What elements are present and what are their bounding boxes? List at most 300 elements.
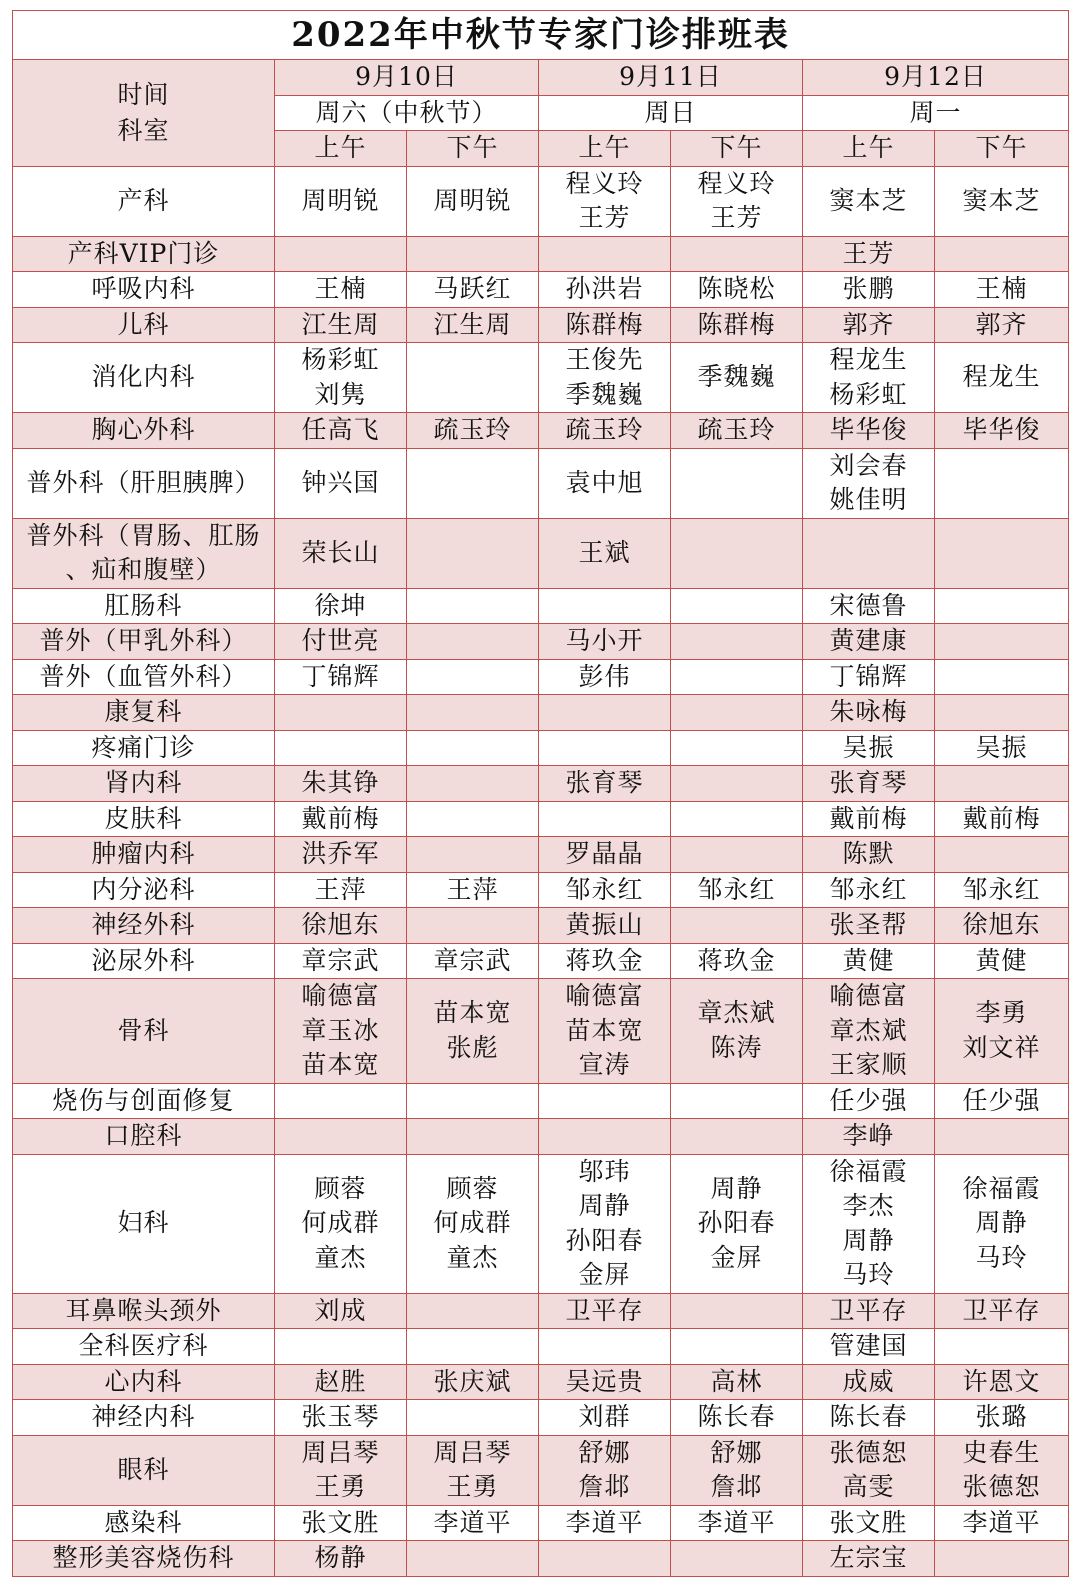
schedule-cell: [671, 1400, 803, 1436]
schedule-cell: [935, 1541, 1069, 1577]
schedule-cell: [803, 518, 935, 588]
doctor-name: 卫平存: [962, 1295, 1041, 1325]
schedule-cell: [935, 1083, 1069, 1119]
schedule-cell: [539, 1435, 671, 1505]
corner-header: [13, 60, 275, 167]
schedule-cell: [935, 307, 1069, 343]
weekday-header: 周六（中秋节）: [275, 95, 539, 131]
table-row: [13, 730, 1069, 766]
schedule-cell: [539, 1400, 671, 1436]
schedule-cell: [407, 837, 539, 873]
doctor-name: 童杰: [314, 1242, 367, 1272]
doctor-name: 喻德富: [829, 981, 908, 1010]
doctor-name: 马玲: [842, 1260, 895, 1289]
schedule-cell: [671, 943, 803, 979]
schedule-cell: [935, 166, 1069, 236]
doctor-name: 管建国: [829, 1331, 908, 1360]
department-cell: [13, 766, 275, 802]
doctor-name: 马玲: [975, 1242, 1028, 1272]
doctor-name: 宋德鲁: [829, 590, 908, 620]
doctor-name: 詹邶: [710, 1472, 763, 1501]
schedule-cell: [539, 1293, 671, 1329]
doctor-name: 徐坤: [314, 590, 367, 620]
schedule-cell: [275, 801, 407, 837]
department-cell: [13, 166, 275, 236]
session-header: 下午: [671, 131, 803, 167]
schedule-cell: [275, 659, 407, 695]
department-name: 普外科（胃肠、肛肠: [26, 520, 261, 550]
doctor-name: 荣长山: [301, 537, 380, 567]
department-cell: [13, 272, 275, 308]
department-name: 肛肠科: [104, 590, 183, 620]
table-row: [13, 1293, 1069, 1329]
schedule-cell: [275, 1505, 407, 1541]
date-header: 9月10日: [275, 60, 539, 96]
session-header: 下午: [935, 131, 1069, 167]
schedule-cell: [275, 1435, 407, 1505]
schedule-cell: [275, 1154, 407, 1293]
doctor-name: 朱咏梅: [829, 697, 908, 726]
doctor-name: 章宗武: [301, 945, 380, 975]
schedule-cell: [407, 1364, 539, 1400]
table-row: [13, 588, 1069, 624]
schedule-cell: [407, 766, 539, 802]
doctor-name: 杨静: [314, 1543, 367, 1572]
doctor-name: 黄健: [975, 945, 1028, 975]
schedule-cell: [275, 872, 407, 908]
doctor-name: 张鹏: [842, 274, 895, 303]
schedule-cell: [539, 343, 671, 413]
doctor-name: 赵胜: [314, 1366, 367, 1396]
doctor-name: 杨彩虹: [301, 345, 380, 374]
table-row: [13, 518, 1069, 588]
schedule-cell: [539, 448, 671, 518]
department-name: 呼吸内科: [91, 274, 196, 303]
schedule-cell: [935, 943, 1069, 979]
department-name: 胸心外科: [91, 415, 196, 444]
doctor-name: 苗本宽: [565, 1015, 644, 1045]
doctor-name: 顾蓉: [314, 1173, 367, 1203]
schedule-cell: [539, 307, 671, 343]
department-cell: [13, 448, 275, 518]
doctor-name: 黄振山: [565, 910, 644, 939]
department-name: 泌尿外科: [91, 945, 196, 975]
schedule-cell: [275, 1329, 407, 1365]
schedule-cell: [407, 801, 539, 837]
schedule-cell: [671, 307, 803, 343]
doctor-name: 邹永红: [565, 874, 644, 904]
table-row: [13, 943, 1069, 979]
doctor-name: 何成群: [301, 1208, 380, 1238]
department-cell: [13, 730, 275, 766]
schedule-cell: [275, 413, 407, 449]
schedule-cell: [803, 1505, 935, 1541]
department-name: 普外（甲乳外科）: [39, 626, 248, 655]
schedule-cell: [935, 518, 1069, 588]
schedule-cell: [275, 837, 407, 873]
doctor-name: 任少强: [829, 1085, 908, 1115]
schedule-cell: [671, 659, 803, 695]
schedule-cell: [935, 1154, 1069, 1293]
schedule-cell: [275, 1364, 407, 1400]
schedule-cell: [407, 166, 539, 236]
doctor-name: 疏玉玲: [565, 415, 644, 444]
schedule-cell: [275, 588, 407, 624]
doctor-name: 刘隽: [314, 379, 367, 409]
schedule-cell: [935, 624, 1069, 660]
schedule-cell: [803, 413, 935, 449]
doctor-name: 苗本宽: [433, 998, 512, 1028]
doctor-name: 王斌: [578, 537, 631, 567]
doctor-name: 程龙生: [962, 362, 1041, 392]
doctor-name: 李道平: [565, 1507, 644, 1537]
schedule-cell: [935, 730, 1069, 766]
department-cell: [13, 518, 275, 588]
schedule-cell: [275, 1293, 407, 1329]
schedule-cell: [539, 1119, 671, 1155]
doctor-name: 宣涛: [578, 1050, 631, 1079]
schedule-cell: [671, 343, 803, 413]
doctor-name: 刘群: [578, 1402, 631, 1431]
doctor-name: 罗晶晶: [565, 839, 644, 868]
schedule-cell: [803, 659, 935, 695]
doctor-name: 张玉琴: [301, 1402, 380, 1431]
doctor-name: 疏玉玲: [433, 415, 512, 444]
doctor-name: 朱其铮: [301, 768, 380, 797]
doctor-name: 杨彩虹: [829, 379, 908, 409]
doctor-name: 季魏巍: [697, 362, 776, 392]
department-name: 神经外科: [91, 910, 196, 939]
doctor-name: 彭伟: [578, 661, 631, 691]
doctor-name: 徐旭东: [962, 910, 1041, 939]
schedule-cell: [275, 166, 407, 236]
doctor-name: 江生周: [301, 309, 380, 339]
doctor-name: 戴前梅: [301, 803, 380, 833]
schedule-cell: [671, 1435, 803, 1505]
schedule-cell: [539, 624, 671, 660]
schedule-cell: [539, 166, 671, 236]
schedule-cell: [935, 1505, 1069, 1541]
department-name: 感染科: [104, 1507, 183, 1537]
schedule-cell: [275, 236, 407, 272]
schedule-cell: [671, 448, 803, 518]
schedule-cell: [935, 343, 1069, 413]
table-row: [13, 1400, 1069, 1436]
doctor-name: 邹永红: [829, 874, 908, 904]
schedule-cell: [407, 588, 539, 624]
doctor-name: 邹永红: [697, 874, 776, 904]
schedule-cell: [539, 236, 671, 272]
schedule-cell: [407, 1083, 539, 1119]
doctor-name: 吴振: [842, 732, 895, 762]
schedule-cell: [935, 659, 1069, 695]
doctor-name: 李勇: [975, 998, 1028, 1028]
doctor-name: 李道平: [697, 1507, 776, 1537]
schedule-cell: [803, 1119, 935, 1155]
schedule-cell: [671, 730, 803, 766]
schedule-cell: [539, 1364, 671, 1400]
schedule-cell: [275, 979, 407, 1084]
department-cell: [13, 659, 275, 695]
department-cell: [13, 624, 275, 660]
schedule-cell: [539, 413, 671, 449]
schedule-cell: [671, 1119, 803, 1155]
doctor-name: 左宗宝: [829, 1543, 908, 1572]
doctor-name: 江生周: [433, 309, 512, 339]
schedule-cell: [275, 1119, 407, 1155]
schedule-cell: [671, 1329, 803, 1365]
doctor-name: 黄建康: [829, 626, 908, 655]
doctor-name: 徐福霞: [829, 1156, 908, 1186]
doctor-name: 周明锐: [301, 185, 380, 215]
doctor-name: 张璐: [975, 1402, 1028, 1431]
schedule-cell: [407, 272, 539, 308]
corner-time-label: 时间: [117, 79, 170, 109]
doctor-name: 卫平存: [565, 1295, 644, 1325]
schedule-cell: [803, 166, 935, 236]
doctor-name: 付世亮: [301, 626, 380, 655]
table-row: [13, 343, 1069, 413]
department-name: 产科VIP门诊: [67, 238, 220, 268]
schedule-cell: [539, 730, 671, 766]
schedule-cell: [935, 979, 1069, 1084]
department-cell: [13, 979, 275, 1084]
department-cell: [13, 1119, 275, 1155]
doctor-name: 王芳: [842, 238, 895, 268]
table-row: [13, 448, 1069, 518]
schedule-cell: [803, 766, 935, 802]
doctor-name: 王勇: [446, 1472, 499, 1501]
schedule-cell: [407, 1505, 539, 1541]
doctor-name: 周明锐: [433, 185, 512, 215]
table-row: [13, 307, 1069, 343]
doctor-name: 洪乔军: [301, 839, 380, 868]
department-cell: [13, 413, 275, 449]
session-header: 上午: [803, 131, 935, 167]
schedule-cell: [275, 448, 407, 518]
schedule-cell: [803, 1329, 935, 1365]
schedule-cell: [275, 1083, 407, 1119]
doctor-name: 王勇: [314, 1472, 367, 1501]
doctor-name: 任少强: [962, 1085, 1041, 1115]
department-name: 肿瘤内科: [91, 839, 196, 868]
doctor-name: 蒋玖金: [697, 945, 776, 975]
department-cell: [13, 343, 275, 413]
schedule-cell: [803, 979, 935, 1084]
schedule-cell: [539, 1505, 671, 1541]
schedule-cell: [935, 1435, 1069, 1505]
department-cell: [13, 1329, 275, 1365]
table-row: [13, 1505, 1069, 1541]
doctor-name: 喻德富: [565, 981, 644, 1010]
schedule-cell: [275, 272, 407, 308]
schedule-cell: [407, 1329, 539, 1365]
schedule-cell: [803, 695, 935, 731]
schedule-cell: [935, 908, 1069, 944]
doctor-name: 舒娜: [578, 1437, 631, 1467]
schedule-cell: [671, 908, 803, 944]
doctor-name: 金屏: [578, 1260, 631, 1289]
doctor-name: 王萍: [314, 874, 367, 904]
department-name: 产科: [117, 185, 170, 215]
department-name: 眼科: [117, 1454, 170, 1484]
schedule-cell: [407, 236, 539, 272]
doctor-name: 周吕琴: [301, 1437, 380, 1467]
schedule-cell: [935, 448, 1069, 518]
doctor-name: 季魏巍: [565, 379, 644, 409]
table-row: [13, 1364, 1069, 1400]
department-cell: [13, 1293, 275, 1329]
department-name: 肾内科: [104, 768, 183, 797]
schedule-cell: [671, 979, 803, 1084]
schedule-cell: [407, 659, 539, 695]
doctor-name: 戴前梅: [829, 803, 908, 833]
schedule-cell: [671, 1293, 803, 1329]
doctor-name: 周静: [975, 1208, 1028, 1238]
schedule-cell: [935, 1364, 1069, 1400]
weekday-header: 周日: [539, 95, 803, 131]
table-row: [13, 272, 1069, 308]
department-cell: [13, 695, 275, 731]
doctor-name: 王芳: [710, 203, 763, 232]
schedule-cell: [539, 1329, 671, 1365]
doctor-name: 舒娜: [710, 1437, 763, 1467]
schedule-cell: [671, 801, 803, 837]
date-header: 9月12日: [803, 60, 1069, 96]
doctor-name: 孙阳春: [565, 1225, 644, 1255]
doctor-name: 窦本芝: [829, 185, 908, 215]
schedule-cell: [407, 1154, 539, 1293]
schedule-cell: [671, 413, 803, 449]
schedule-cell: [803, 730, 935, 766]
doctor-name: 苗本宽: [301, 1050, 380, 1079]
schedule-cell: [803, 343, 935, 413]
schedule-cell: [803, 1364, 935, 1400]
schedule-cell: [407, 1400, 539, 1436]
doctor-name: 陈群梅: [697, 309, 776, 339]
doctor-name: 顾蓉: [446, 1173, 499, 1203]
schedule-cell: [803, 872, 935, 908]
department-cell: [13, 1541, 275, 1577]
doctor-name: 孙阳春: [697, 1208, 776, 1238]
schedule-cell: [935, 413, 1069, 449]
schedule-cell: [407, 1119, 539, 1155]
doctor-name: 毕华俊: [962, 415, 1041, 444]
table-row: [13, 695, 1069, 731]
schedule-cell: [671, 1505, 803, 1541]
schedule-cell: [671, 166, 803, 236]
department-name: 骨科: [117, 1015, 170, 1045]
doctor-name: 黄健: [842, 945, 895, 975]
table-row: [13, 837, 1069, 873]
table-row: [13, 908, 1069, 944]
department-name: 皮肤科: [104, 803, 183, 833]
department-name: 全科医疗科: [78, 1331, 209, 1360]
schedule-cell: [935, 695, 1069, 731]
schedule-table: [12, 10, 1069, 1577]
schedule-cell: [407, 1293, 539, 1329]
schedule-cell: [275, 343, 407, 413]
department-name: 普外（血管外科）: [39, 661, 248, 691]
schedule-cell: [539, 659, 671, 695]
schedule-cell: [539, 588, 671, 624]
schedule-cell: [539, 272, 671, 308]
doctor-name: 李杰: [842, 1191, 895, 1220]
schedule-cell: [803, 448, 935, 518]
schedule-cell: [407, 1541, 539, 1577]
doctor-name: 童杰: [446, 1242, 499, 1272]
doctor-name: 陈涛: [710, 1032, 763, 1062]
schedule-cell: [407, 624, 539, 660]
schedule-cell: [935, 236, 1069, 272]
schedule-cell: [275, 1400, 407, 1436]
schedule-cell: [407, 307, 539, 343]
doctor-name: 郭齐: [975, 309, 1028, 339]
table-row: [13, 624, 1069, 660]
doctor-name: 王楠: [975, 274, 1028, 303]
schedule-cell: [539, 766, 671, 802]
table-row: [13, 766, 1069, 802]
department-name: 疼痛门诊: [91, 732, 196, 762]
department-name: 消化内科: [91, 362, 196, 392]
table-row: [13, 1329, 1069, 1365]
doctor-name: 何成群: [433, 1208, 512, 1238]
doctor-name: 程义玲: [565, 168, 644, 198]
schedule-cell: [803, 588, 935, 624]
doctor-name: 刘会春: [829, 450, 908, 480]
schedule-cell: [539, 872, 671, 908]
doctor-name: 程龙生: [829, 345, 908, 374]
department-cell: [13, 588, 275, 624]
date-header: 9月11日: [539, 60, 803, 96]
schedule-cell: [539, 801, 671, 837]
table-row: [13, 659, 1069, 695]
doctor-name: 姚佳明: [829, 485, 908, 514]
doctor-name: 孙洪岩: [565, 274, 644, 303]
schedule-cell: [671, 588, 803, 624]
doctor-name: 张德恕: [829, 1437, 908, 1467]
doctor-name: 张圣帮: [829, 910, 908, 939]
schedule-cell: [935, 272, 1069, 308]
doctor-name: 李峥: [842, 1121, 895, 1150]
doctor-name: 毕华俊: [829, 415, 908, 444]
department-name: 、疝和腹壁）: [65, 555, 222, 584]
doctor-name: 王俊先: [565, 345, 644, 374]
doctor-name: 张德恕: [962, 1472, 1041, 1501]
schedule-cell: [407, 448, 539, 518]
schedule-cell: [407, 518, 539, 588]
department-name: 妇科: [117, 1208, 170, 1238]
doctor-name: 高雯: [842, 1472, 895, 1501]
schedule-cell: [671, 1154, 803, 1293]
doctor-name: 王家顺: [829, 1050, 908, 1079]
schedule-cell: [407, 943, 539, 979]
doctor-name: 吴远贵: [565, 1366, 644, 1396]
doctor-name: 高林: [710, 1366, 763, 1396]
schedule-cell: [803, 1083, 935, 1119]
schedule-cell: [671, 766, 803, 802]
doctor-name: 刘文祥: [962, 1032, 1041, 1062]
schedule-cell: [539, 908, 671, 944]
department-cell: [13, 1083, 275, 1119]
schedule-cell: [671, 1083, 803, 1119]
department-name: 普外科（肝胆胰脾）: [26, 467, 261, 497]
doctor-name: 章玉冰: [301, 1015, 380, 1045]
schedule-cell: [935, 1119, 1069, 1155]
schedule-cell: [275, 307, 407, 343]
department-name: 整形美容烧伤科: [52, 1543, 235, 1572]
schedule-cell: [803, 272, 935, 308]
